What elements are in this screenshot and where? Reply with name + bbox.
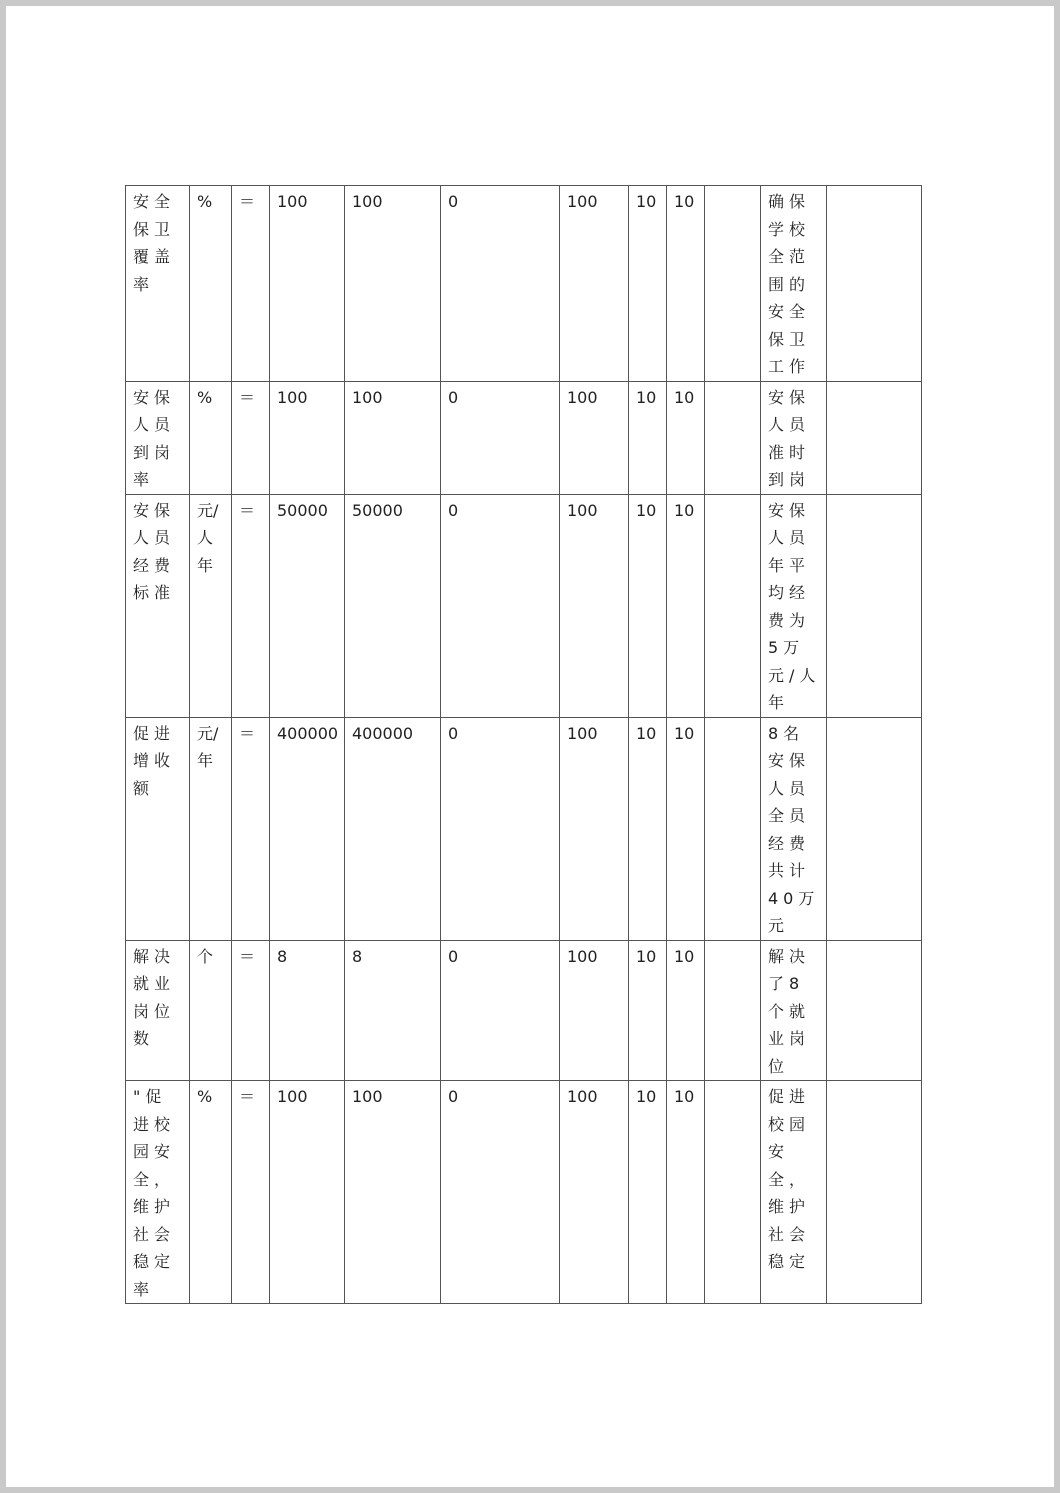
deviation-cell: 0 (441, 186, 560, 382)
actual-cell: 50000 (345, 494, 441, 717)
note-cell: 促进校园安全，维护社会稳定 (761, 1081, 827, 1304)
indicator-cell: 解决就业岗位数 (126, 940, 190, 1081)
score-cell: 10 (667, 1081, 705, 1304)
weight-cell: 10 (629, 940, 667, 1081)
table-row (126, 1081, 922, 1304)
note-cell: 确保学校全范围的安全保卫工作 (761, 186, 827, 382)
deviation-cell: 0 (441, 1081, 560, 1304)
target-cell: 50000 (270, 494, 345, 717)
actual-cell: 400000 (345, 717, 441, 940)
indicator-cell: 安保人员到岗率 (126, 381, 190, 494)
blank-cell (705, 381, 761, 494)
indicator-cell: "促进校园安全，维护社会稳定率 (126, 1081, 190, 1304)
unit-cell: % (190, 1081, 232, 1304)
target-cell: 400000 (270, 717, 345, 940)
note-cell: 安保人员准时到岗 (761, 381, 827, 494)
score-cell: 10 (667, 381, 705, 494)
blank-cell (705, 940, 761, 1081)
unit-cell: 个 (190, 940, 232, 1081)
score-cell: 10 (667, 186, 705, 382)
rate-cell: 100 (560, 1081, 629, 1304)
unit-cell: 元/年 (190, 717, 232, 940)
indicator-cell: 促进增收额 (126, 717, 190, 940)
weight-cell: 10 (629, 717, 667, 940)
operator-cell: ＝ (232, 717, 270, 940)
actual-cell: 100 (345, 186, 441, 382)
table-row (126, 940, 922, 1081)
unit-cell: 元/人年 (190, 494, 232, 717)
weight-cell: 10 (629, 494, 667, 717)
target-cell: 100 (270, 1081, 345, 1304)
operator-cell: ＝ (232, 494, 270, 717)
extra-cell (827, 1081, 922, 1304)
weight-cell: 10 (629, 1081, 667, 1304)
blank-cell (705, 186, 761, 382)
operator-cell: ＝ (232, 940, 270, 1081)
actual-cell: 100 (345, 1081, 441, 1304)
indicator-cell: 安保人员经费标准 (126, 494, 190, 717)
operator-cell: ＝ (232, 1081, 270, 1304)
extra-cell (827, 186, 922, 382)
blank-cell (705, 494, 761, 717)
table-row (126, 717, 922, 940)
deviation-cell: 0 (441, 717, 560, 940)
rate-cell: 100 (560, 186, 629, 382)
performance-indicator-table (125, 185, 922, 1304)
score-cell: 10 (667, 494, 705, 717)
extra-cell (827, 717, 922, 940)
table-row (126, 186, 922, 382)
deviation-cell: 0 (441, 494, 560, 717)
weight-cell: 10 (629, 381, 667, 494)
rate-cell: 100 (560, 494, 629, 717)
indicator-cell: 安全保卫覆盖率 (126, 186, 190, 382)
extra-cell (827, 494, 922, 717)
blank-cell (705, 1081, 761, 1304)
extra-cell (827, 940, 922, 1081)
operator-cell: ＝ (232, 381, 270, 494)
unit-cell: % (190, 381, 232, 494)
note-cell: 8名安保人员全员经费共计40万元 (761, 717, 827, 940)
deviation-cell: 0 (441, 940, 560, 1081)
target-cell: 8 (270, 940, 345, 1081)
target-cell: 100 (270, 381, 345, 494)
score-cell: 10 (667, 717, 705, 940)
unit-cell: % (190, 186, 232, 382)
actual-cell: 8 (345, 940, 441, 1081)
deviation-cell: 0 (441, 381, 560, 494)
operator-cell: ＝ (232, 186, 270, 382)
table-row (126, 494, 922, 717)
weight-cell: 10 (629, 186, 667, 382)
actual-cell: 100 (345, 381, 441, 494)
table-row (126, 381, 922, 494)
rate-cell: 100 (560, 940, 629, 1081)
blank-cell (705, 717, 761, 940)
rate-cell: 100 (560, 381, 629, 494)
target-cell: 100 (270, 186, 345, 382)
score-cell: 10 (667, 940, 705, 1081)
extra-cell (827, 381, 922, 494)
note-cell: 解决了8个就业岗位 (761, 940, 827, 1081)
rate-cell: 100 (560, 717, 629, 940)
note-cell: 安保人员年平均经费为5万元/人年 (761, 494, 827, 717)
